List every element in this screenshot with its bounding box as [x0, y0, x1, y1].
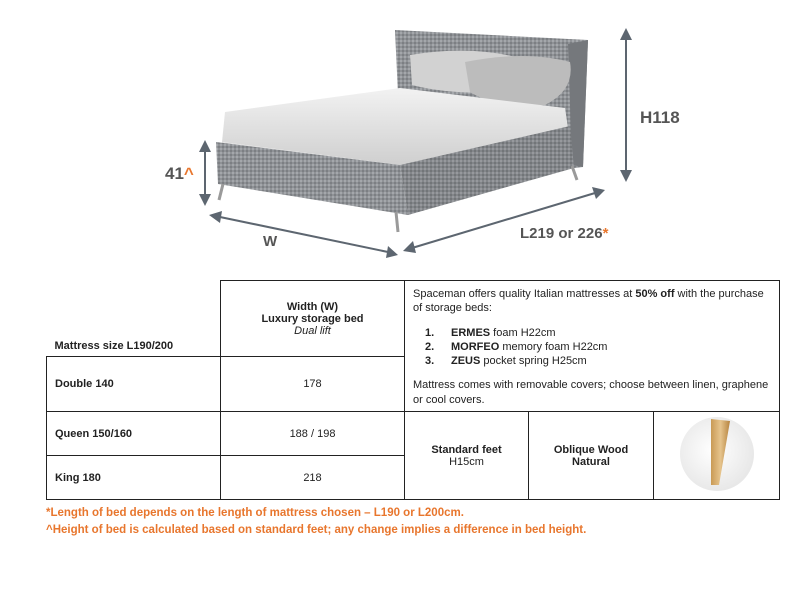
length-footnote-mark: * [602, 225, 609, 242]
leg [396, 212, 398, 232]
footnotes [46, 505, 586, 538]
size-cell: King 180 [47, 456, 221, 500]
list-item: 1. ERMES foam H22cm [425, 326, 556, 339]
base-height-arrow [199, 140, 211, 206]
total-height-label: H118 [640, 108, 680, 127]
width-cell: 178 [221, 357, 405, 412]
mattress-size-header: Mattress size L190/200 [47, 281, 221, 357]
standard-feet-title: Standard feet [431, 443, 502, 456]
size-cell: Double 140 [47, 357, 221, 412]
height-footnote-mark: ^ [183, 164, 194, 183]
height-arrow [620, 28, 632, 182]
list-item: 3. ZEUS pocket spring H25cm [425, 355, 587, 368]
spec-table [46, 280, 780, 500]
standard-feet-height: H15cm [449, 455, 484, 468]
leg [219, 184, 223, 200]
oblique-feet-line2: Natural [572, 455, 610, 468]
discount-text: 50% off [635, 288, 675, 300]
width-header-line2: Luxury storage bed [261, 312, 364, 325]
width-header-line3: Dual lift [294, 324, 331, 337]
table-row [47, 412, 780, 456]
oblique-feet-cell [529, 412, 654, 500]
width-arrow [209, 211, 398, 258]
length-footnote: *Length of bed depends on the length of mattress chosen – L190 or L200cm. [46, 507, 464, 519]
list-item: 2. MORFEO memory foam H22cm [425, 340, 608, 353]
bed-dimension-illustration [0, 0, 806, 270]
width-header [221, 281, 405, 357]
base-height-label: 41^ [165, 164, 194, 183]
wood-leg-image-cell [654, 412, 780, 500]
height-footnote: ^Height of bed is calculated based on standard feet; any change implies a difference in bed height. [46, 523, 587, 536]
width-header-line1: Width (W) [286, 300, 339, 313]
width-cell: 188 / 198 [221, 412, 405, 456]
length-label: L219 or 226* [520, 225, 609, 242]
standard-feet-cell [405, 412, 529, 500]
width-cell: 218 [221, 456, 405, 500]
covers-note: Mattress comes with removable covers; choose between linen, graphene or cool covers. [413, 379, 769, 406]
width-label: W [263, 233, 278, 250]
offer-intro: Spaceman offers quality Italian mattresses at 50% off with the purchase of storage beds: [413, 288, 764, 315]
oblique-feet-line1: Oblique Wood [553, 443, 629, 456]
leg [572, 166, 577, 180]
size-cell: Queen 150/160 [47, 412, 221, 456]
mattress-offer-info [405, 281, 780, 412]
mattress-list [413, 326, 771, 369]
wood-leg-image [678, 415, 756, 493]
